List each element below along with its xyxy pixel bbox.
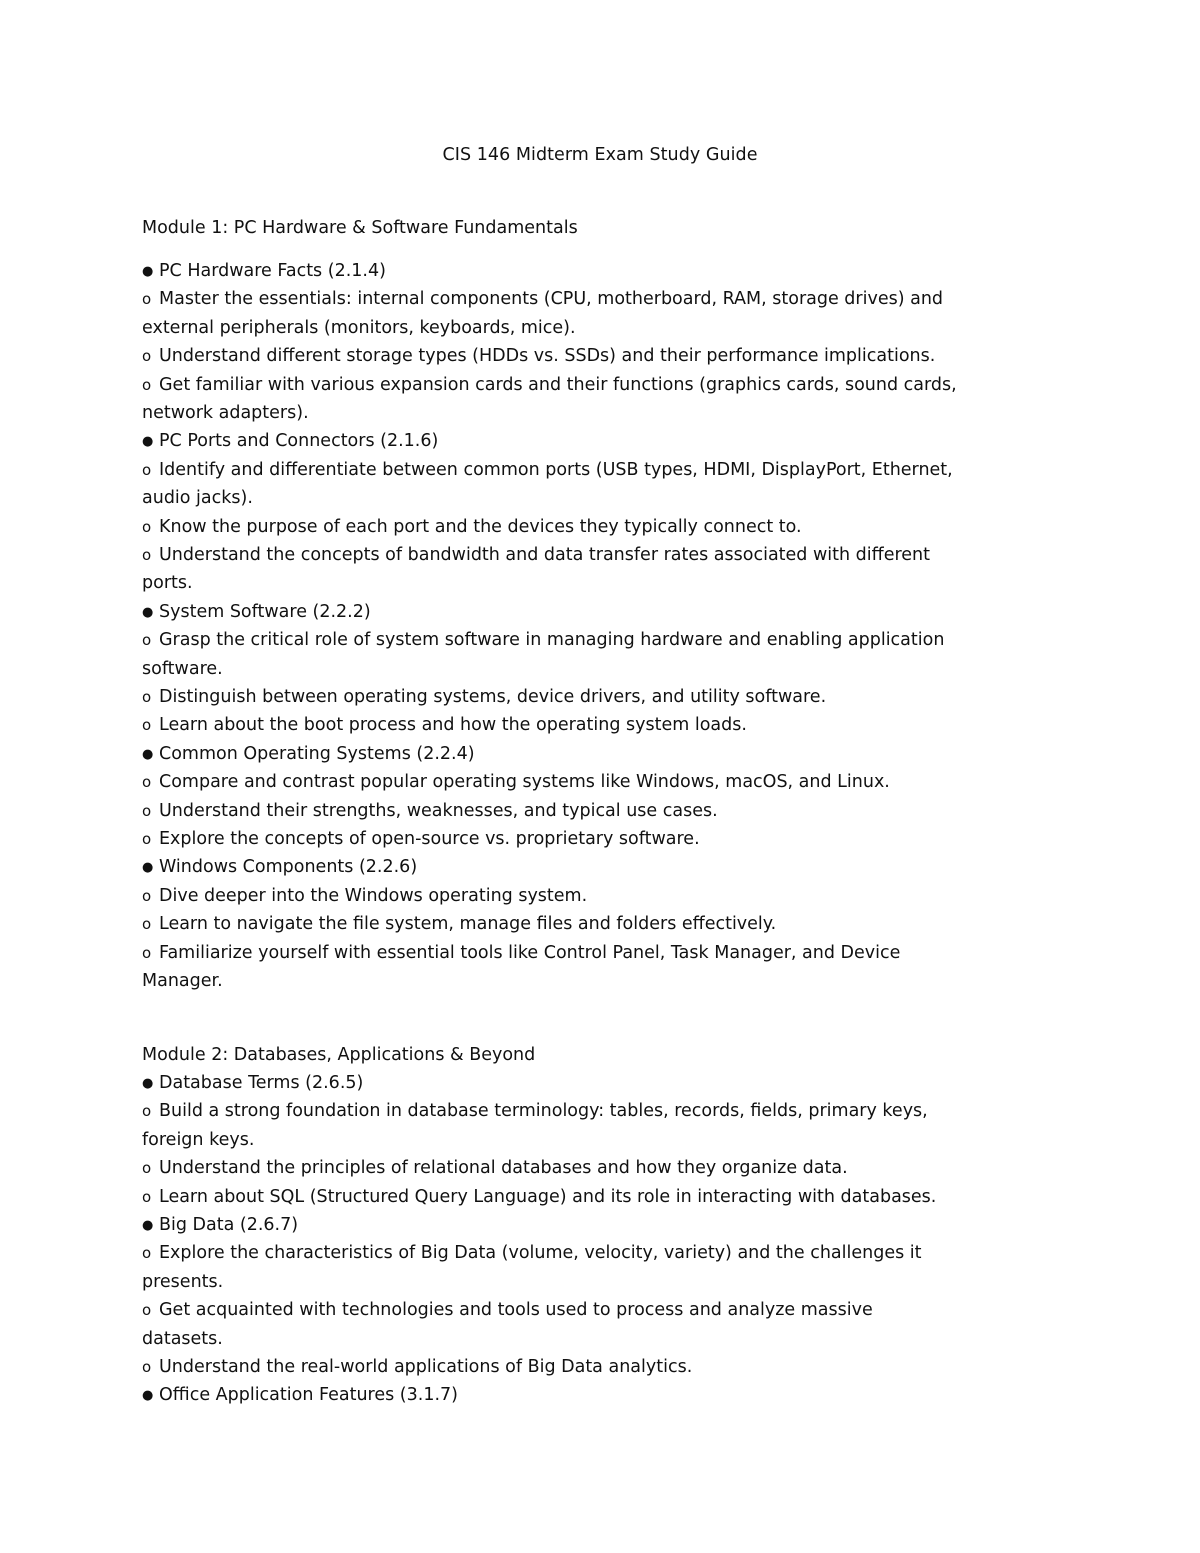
sub-marker: o (142, 1301, 152, 1320)
line-text: datasets. (142, 1328, 223, 1349)
line-text: Windows Components (2.2.6) (159, 857, 418, 878)
bullet-item (142, 1211, 298, 1240)
sub-item (142, 456, 953, 484)
continuation-line (142, 399, 309, 427)
sub-marker: o (142, 546, 152, 564)
continuation-line (142, 314, 576, 342)
bullet-item (142, 1069, 363, 1098)
sub-marker: o (142, 801, 152, 820)
continuation-line (142, 1126, 254, 1154)
line-text: Familiarize yourself with essential tools like Control Panel, Task Manager, and Device (159, 942, 901, 963)
line-text: Get familiar with various expansion cards and their functions (graphics cards, sound cards, (159, 374, 957, 395)
line-text: Get acquainted with technologies and tools used to process and analyze massive (159, 1300, 873, 1321)
continuation-line (142, 967, 223, 995)
bullet-marker: ● (142, 860, 154, 876)
line-text: Master the essentials: internal components (CPU, motherboard, RAM, storage drives) and (159, 289, 944, 310)
line-text: Explore the concepts of open-source vs. proprietary software. (159, 829, 700, 849)
line-text: audio jacks). (142, 488, 253, 509)
sub-marker: o (142, 943, 152, 962)
sub-marker: o (142, 290, 152, 309)
line-text: Know the purpose of each port and the devices they typically connect to. (159, 516, 802, 537)
sub-marker: o (142, 716, 152, 735)
sub-item (142, 285, 943, 313)
line-text: Learn to navigate the file system, manage files and folders effectively. (159, 914, 777, 935)
sub-marker: o (142, 1358, 152, 1376)
sub-marker: o (142, 688, 152, 706)
sub-marker: o (142, 460, 152, 479)
bullet-marker: ● (142, 434, 154, 450)
sub-marker: o (142, 517, 152, 536)
line-text: Common Operating Systems (2.2.4) (159, 743, 475, 764)
line-text: Identify and differentiate between common ports (USB types, HDMI, DisplayPort, Ethernet, (159, 459, 953, 480)
bullet-marker: ● (142, 604, 154, 620)
continuation-line (142, 484, 253, 512)
sub-item (142, 768, 890, 796)
continuation-line (142, 1325, 223, 1353)
sub-marker: o (142, 915, 152, 934)
line-text: Dive deeper into the Windows operating system. (159, 885, 588, 906)
line-text: network adapters). (142, 403, 309, 423)
sub-item (142, 939, 900, 967)
sub-item (142, 1296, 873, 1324)
line-text: presents. (142, 1271, 224, 1292)
line-text: Compare and contrast popular operating systems like Windows, macOS, and Linux. (159, 772, 890, 793)
line-text: Build a strong foundation in database terminology: tables, records, fields, primary keys, (159, 1101, 928, 1122)
sub-marker: o (142, 1102, 152, 1121)
bullet-marker: ● (142, 264, 154, 279)
line-text: Big Data (2.6.7) (159, 1215, 299, 1235)
sub-item (142, 1353, 692, 1381)
line-text: Grasp the critical role of system software in managing hardware and enabling application (159, 630, 945, 651)
sub-item (142, 1183, 936, 1211)
sub-item (142, 513, 802, 541)
line-text: Learn about the boot process and how the operating system loads. (159, 715, 747, 736)
sub-marker: o (142, 1187, 152, 1206)
sub-item (142, 797, 718, 825)
line-text: external peripherals (monitors, keyboards, mice). (142, 317, 576, 338)
sub-item (142, 1097, 928, 1125)
line-text: Understand the concepts of bandwidth and data transfer rates associated with different (159, 545, 930, 565)
sub-item (142, 1154, 848, 1182)
bullet-item (142, 853, 417, 882)
sub-item (142, 825, 700, 853)
bullet-marker: ● (142, 746, 154, 762)
sub-marker: o (142, 830, 152, 848)
bullet-item (142, 427, 438, 456)
bullet-item (142, 598, 371, 627)
sub-item (142, 1239, 922, 1267)
bullet-item (142, 257, 386, 286)
bullet-item (142, 740, 475, 769)
line-text: software. (142, 658, 223, 679)
bullet-marker: ● (142, 1076, 154, 1091)
sub-marker: o (142, 1159, 152, 1178)
line-text: PC Ports and Connectors (2.1.6) (159, 431, 439, 452)
module-2-heading: Module 2: Databases, Applications & Beyond (142, 1045, 536, 1065)
bullet-item (142, 1381, 458, 1410)
sub-item (142, 342, 935, 370)
line-text: foreign keys. (142, 1129, 255, 1150)
line-text: Understand different storage types (HDDs vs. SSDs) and their performance implications. (159, 346, 936, 367)
continuation-line (142, 1268, 223, 1296)
sub-item (142, 910, 776, 938)
line-text: Distinguish between operating systems, device drivers, and utility software. (159, 687, 827, 707)
sub-item (142, 626, 944, 654)
sub-marker: o (142, 773, 152, 792)
document-title: CIS 146 Midterm Exam Study Guide (442, 145, 758, 165)
line-text: Manager. (142, 971, 223, 991)
sub-item (142, 541, 930, 569)
continuation-line (142, 569, 193, 597)
sub-marker: o (142, 347, 152, 366)
sub-marker: o (142, 375, 152, 394)
line-text: PC Hardware Facts (2.1.4) (159, 261, 386, 281)
bullet-marker: ● (142, 1388, 154, 1404)
line-text: Database Terms (2.6.5) (159, 1073, 364, 1093)
line-text: ports. (142, 573, 193, 594)
line-text: Understand the principles of relational databases and how they organize data. (159, 1158, 848, 1179)
line-text: Learn about SQL (Structured Query Language) and its role in interacting with databases. (159, 1186, 937, 1207)
sub-marker: o (142, 886, 152, 905)
sub-item (142, 711, 747, 739)
sub-marker: o (142, 1244, 152, 1263)
sub-item (142, 882, 587, 910)
sub-marker: o (142, 631, 152, 650)
line-text: Office Application Features (3.1.7) (159, 1385, 458, 1406)
module-1-heading: Module 1: PC Hardware & Software Fundamentals (142, 218, 578, 238)
line-text: System Software (2.2.2) (159, 601, 371, 622)
continuation-line (142, 655, 223, 683)
bullet-marker: ● (142, 1218, 154, 1233)
line-text: Understand the real-world applications of Big Data analytics. (159, 1357, 693, 1377)
line-text: Explore the characteristics of Big Data (volume, velocity, variety) and the challenges it (159, 1243, 922, 1264)
sub-item (142, 683, 826, 711)
sub-item (142, 371, 957, 399)
line-text: Understand their strengths, weaknesses, and typical use cases. (159, 800, 718, 821)
